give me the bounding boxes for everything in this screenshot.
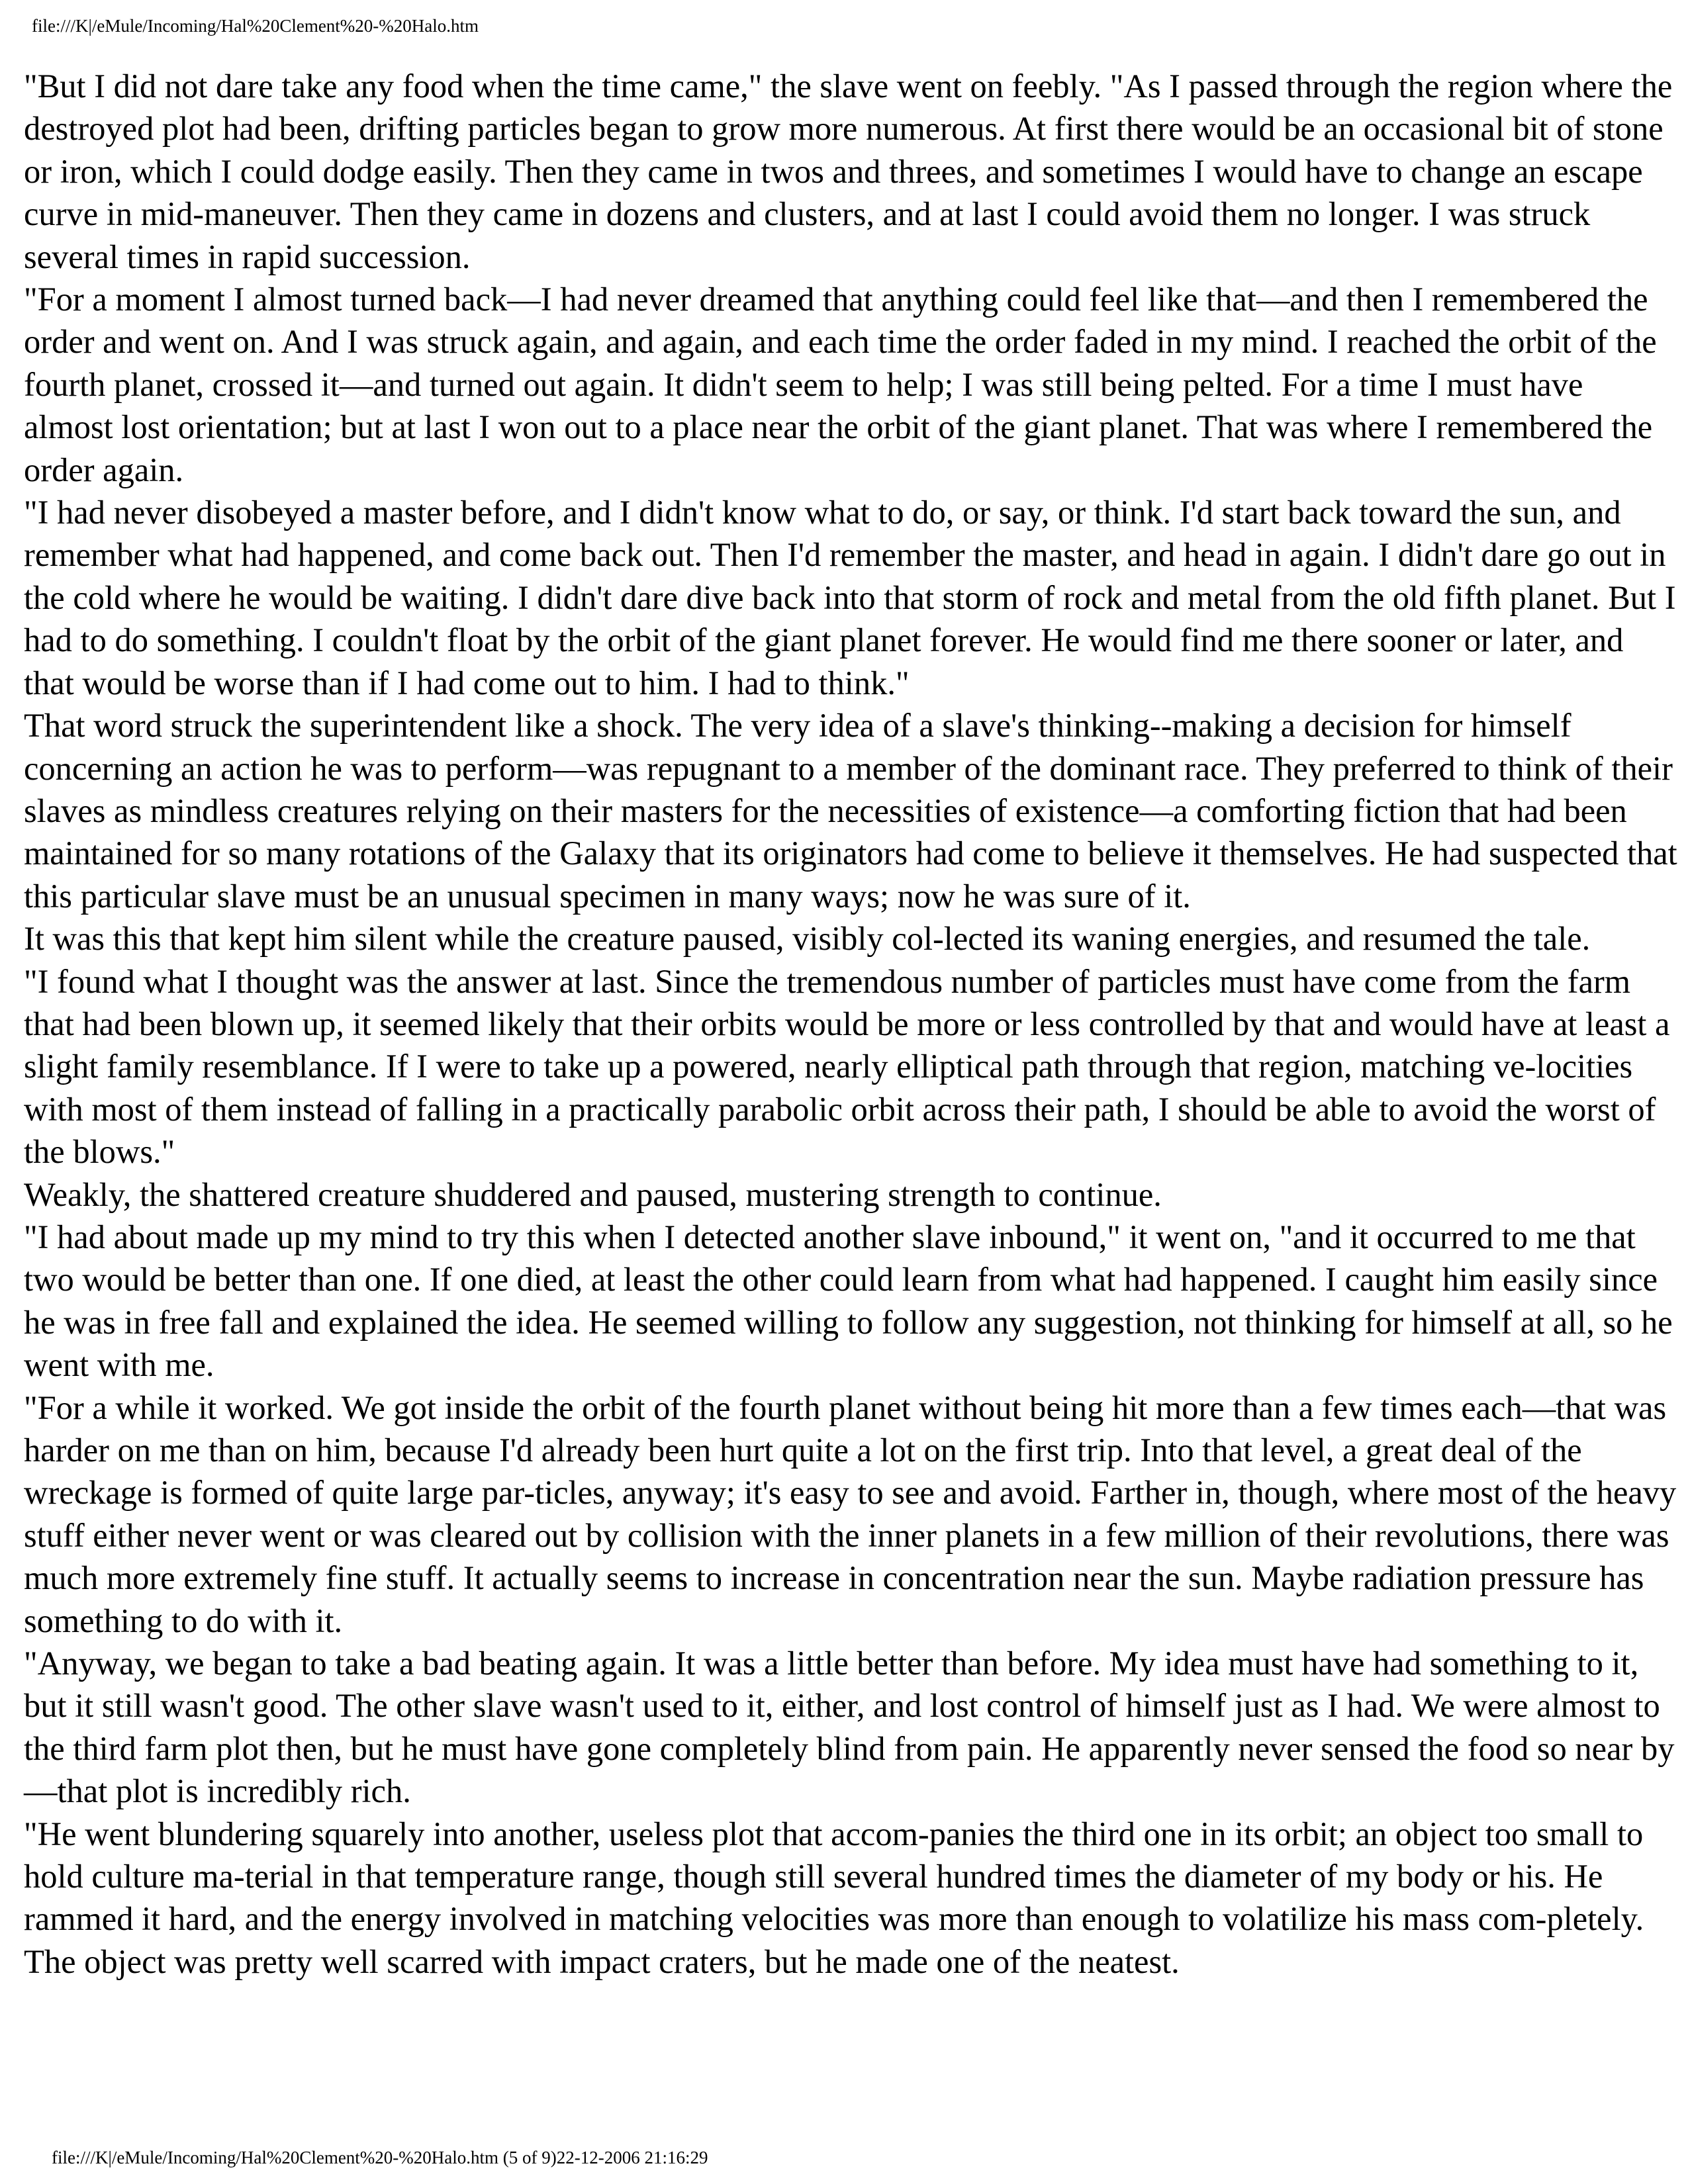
paragraph: That word struck the superintendent like a shock. The very idea of a slave's thinking--making a decision for himself concerning an action he was to perform—was repugnant to a member of the dominant race. They preferred to think of their slaves as mindless creatures relying on their masters for the necessities of existence—a comforting fiction that had been maintained for so many rotations of the Galaxy that its originators had come to believe it themselves. He had suspected that this particular slave must be an unusual specimen in many ways; now he was sure of it. <box>24 707 1677 915</box>
paragraph: "Anyway, we began to take a bad beating again. It was a little better than before. My idea must have had something to it, but it still wasn't good. The other slave wasn't used to it, either, and lost control of himself just as I had. We were almost to the third farm plot then, but he must have gone completely blind from pain. He apparently never sensed the food so near by—that plot is incredibly rich. <box>24 1645 1675 1810</box>
paragraph: "He went blundering squarely into another, useless plot that accom-panies the third one in its orbit; an object too small to hold culture ma-terial in that temperature range, though still several hundred times the diameter of my body or his. He rammed it hard, and the energy involved in matching velocities was more than enough to volatilize his mass com-pletely. The object was pretty well scarred with impact craters, but he made one of the neatest. <box>24 1815 1644 1980</box>
paragraph: "I found what I thought was the answer at last. Since the tremendous number of particles must have come from the farm that had been blown up, it seemed likely that their orbits would be more or less controlled by that and would have at least a slight family resemblance. If I were to take up a powered, nearly elliptical path through that region, matching ve-locities with most of them instead of falling in a practically parabolic orbit across their path, I should be able to avoid the worst of the blows." <box>24 962 1670 1171</box>
paragraph: Weakly, the shattered creature shuddered and paused, mustering strength to continue. <box>24 1175 1162 1213</box>
paragraph: "For a while it worked. We got inside the orbit of the fourth planet without being hit more than a few times each—that was harder on me than on him, because I'd already been hurt quite a lot on the first trip. Into that level, a great deal of the wreckage is formed of quite large par-ticles, anyway; it's easy to see and avoid. Farther in, though, where most of the heavy stuff either never went or was cleared out by collision with the inner planets in a few million of their revolutions, there was much more extremely fine stuff. It actually seems to increase in concentration near the sun. Maybe radiation pressure has something to do with it. <box>24 1388 1677 1639</box>
paragraph: "I had about made up my mind to try this when I detected another slave inbound," it went on, "and it occurred to me that two would be better than one. If one died, at least the other could learn from what had happened. I caught him easily since he was in free fall and explained the idea. He seemed willing to follow any suggestion, not thinking for himself at all, so he went with me. <box>24 1218 1673 1384</box>
page-footer-url: file:///K|/eMule/Incoming/Hal%20Clement%20-%20Halo.htm (5 of 9)22-12-2006 21:16:29 <box>52 2148 708 2167</box>
paragraph: "For a moment I almost turned back—I had never dreamed that anything could feel like that—and then I remembered the order and went on. And I was struck again, and again, and each time the order faded in my mind. I reached the orbit of the fourth planet, crossed it—and turned out again. It didn't seem to help; I was still being pelted. For a time I must have almost lost orientation; but at last I won out to a place near the orbit of the giant planet. That was where I remembered the order again. <box>24 281 1657 488</box>
page-header-url: file:///K|/eMule/Incoming/Hal%20Clement%20-%20Halo.htm <box>32 16 479 36</box>
paragraph: "I had never disobeyed a master before, and I didn't know what to do, or say, or think. I'd start back toward the sun, and remember what had happened, and come back out. Then I'd remember the master, and head in again. I didn't dare go out in the cold where he would be waiting. I didn't dare dive back into that storm of rock and metal from the old fifth planet. But I had to do something. I couldn't float by the orbit of the giant planet forever. He would find me there sooner or later, and that would be worse than if I had come out to him. I had to think." <box>24 494 1676 702</box>
paragraph: It was this that kept him silent while the creature paused, visibly col-lected its waning energies, and resumed the tale. <box>24 920 1591 958</box>
paragraph: "But I did not dare take any food when the time came," the slave went on feebly. "As I passed through the region where the destroyed plot had been, drifting particles began to grow more numerous. At first there would be an occasional bit of stone or iron, which I could dodge easily. Then they came in twos and threes, and sometimes I would have to change an escape curve in mid-maneuver. Then they came in dozens and clusters, and at last I could avoid them no longer. I was struck several times in rapid succession. <box>24 68 1673 275</box>
document-body <box>24 65 1679 1983</box>
